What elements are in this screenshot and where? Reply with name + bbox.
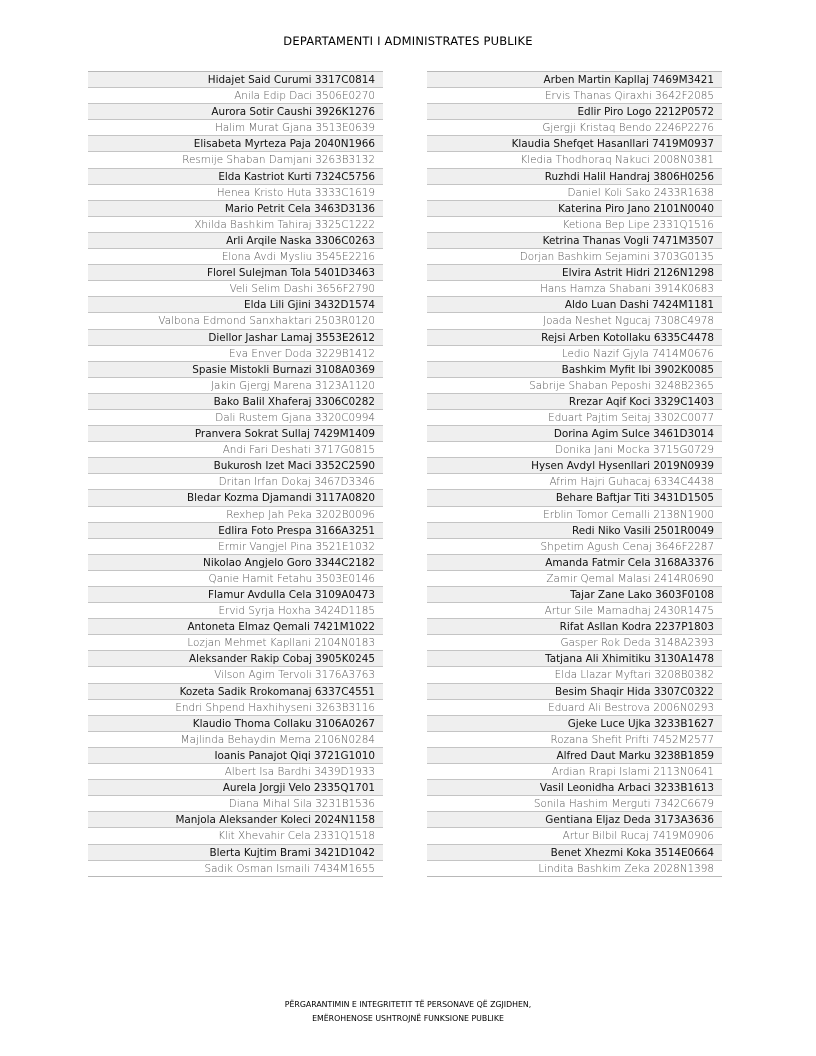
list-item: Ervid Syrja Hoxha 3424D1185 xyxy=(88,603,383,619)
list-item: Rifat Asllan Kodra 2237P1803 xyxy=(427,619,722,635)
list-item: Manjola Aleksander Koleci 2024N1158 xyxy=(88,812,383,828)
list-item: Nikolao Angjelo Goro 3344C2182 xyxy=(88,555,383,571)
footer-line-1: PËRGARANTIMIN E INTEGRITETIT TË PERSONAVE QË ZGJIDHEN, xyxy=(284,1000,532,1009)
list-item: Andi Fari Deshati 3717G0815 xyxy=(88,442,383,458)
list-item: Henea Kristo Huta 3333C1619 xyxy=(88,185,383,201)
list-item: Spasie Mistokli Burnazi 3108A0369 xyxy=(88,362,383,378)
list-item: Ledio Nazif Gjyla 7414M0676 xyxy=(427,346,722,362)
list-item: Edlira Foto Prespa 3166A3251 xyxy=(88,523,383,539)
list-item: Mario Petrit Cela 3463D3136 xyxy=(88,201,383,217)
list-item: Bledar Kozma Djamandi 3117A0820 xyxy=(88,490,383,506)
list-item: Redi Niko Vasili 2501R0049 xyxy=(427,523,722,539)
list-item: Shpetim Agush Cenaj 3646F2287 xyxy=(427,539,722,555)
list-item: Sonila Hashim Merguti 7342C6679 xyxy=(427,796,722,812)
list-item: Blerta Kujtim Brami 3421D1042 xyxy=(88,845,383,861)
list-item: Rrezar Aqif Koci 3329C1403 xyxy=(427,394,722,410)
list-item: Antoneta Elmaz Qemali 7421M1022 xyxy=(88,619,383,635)
list-item: Diana Mihal Sila 3231B1536 xyxy=(88,796,383,812)
list-item: Rexhep Jah Peka 3202B0096 xyxy=(88,507,383,523)
list-item: Gjergji Kristaq Bendo 2246P2276 xyxy=(427,120,722,136)
list-item: Elda Lili Gjini 3432D1574 xyxy=(88,297,383,313)
list-item: Hysen Avdyl Hysenllari 2019N0939 xyxy=(427,458,722,474)
list-item: Hans Hamza Shabani 3914K0683 xyxy=(427,281,722,297)
list-item: Elvira Astrit Hidri 2126N1298 xyxy=(427,265,722,281)
list-item: Dorjan Bashkim Sejamini 3703G0135 xyxy=(427,249,722,265)
list-item: Anila Edip Daci 3506E0270 xyxy=(88,88,383,104)
list-item: Eduart Pajtim Seitaj 3302C0077 xyxy=(427,410,722,426)
list-item: Lozjan Mehmet Kapllani 2104N0183 xyxy=(88,635,383,651)
list-item: Ardian Rrapi Islami 2113N0641 xyxy=(427,764,722,780)
list-item: Pranvera Sokrat Sullaj 7429M1409 xyxy=(88,426,383,442)
list-item: Qanie Hamit Fetahu 3503E0146 xyxy=(88,571,383,587)
list-item: Amanda Fatmir Cela 3168A3376 xyxy=(427,555,722,571)
list-item: Elisabeta Myrteza Paja 2040N1966 xyxy=(88,136,383,152)
list-item: Sadik Osman Ismaili 7434M1655 xyxy=(88,861,383,877)
list-item: Artur Sile Mamadhaj 2430R1475 xyxy=(427,603,722,619)
left-column-list xyxy=(88,71,383,877)
list-item: Vasil Leonidha Arbaci 3233B1613 xyxy=(427,780,722,796)
list-item: Ioanis Panajot Qiqi 3721G1010 xyxy=(88,748,383,764)
list-item: Diellor Jashar Lamaj 3553E2612 xyxy=(88,330,383,346)
list-item: Ketrina Thanas Vogli 7471M3507 xyxy=(427,233,722,249)
list-item: Edlir Piro Logo 2212P0572 xyxy=(427,104,722,120)
list-item: Xhilda Bashkim Tahiraj 3325C1222 xyxy=(88,217,383,233)
right-column-list xyxy=(427,71,722,877)
list-item: Afrim Hajri Guhacaj 6334C4438 xyxy=(427,474,722,490)
list-item: Aurela Jorgji Velo 2335Q1701 xyxy=(88,780,383,796)
list-item: Hidajet Said Curumi 3317C0814 xyxy=(88,72,383,88)
list-item: Elda Kastriot Kurti 7324C5756 xyxy=(88,169,383,185)
list-item: Halim Murat Gjana 3513E0639 xyxy=(88,120,383,136)
list-item: Besim Shaqir Hida 3307C0322 xyxy=(427,684,722,700)
list-item: Zamir Qemal Malasi 2414R0690 xyxy=(427,571,722,587)
list-item: Klaudio Thoma Collaku 3106A0267 xyxy=(88,716,383,732)
list-item: Valbona Edmond Sanxhaktari 2503R0120 xyxy=(88,313,383,329)
page-title: DEPARTAMENTI I ADMINISTRATES PUBLIKE xyxy=(283,34,533,48)
list-item: Rejsi Arben Kotollaku 6335C4478 xyxy=(427,330,722,346)
list-item: Elona Avdi Mysliu 3545E2216 xyxy=(88,249,383,265)
list-item: Dorina Agim Sulce 3461D3014 xyxy=(427,426,722,442)
list-item: Donika Jani Mocka 3715G0729 xyxy=(427,442,722,458)
footer-line-2: EMËROHENOSE USHTROJNË FUNKSIONE PUBLIKE xyxy=(312,1014,504,1023)
list-item: Tajar Zane Lako 3603F0108 xyxy=(427,587,722,603)
list-item: Bashkim Myfit Ibi 3902K0085 xyxy=(427,362,722,378)
list-item: Erblin Tomor Cemalli 2138N1900 xyxy=(427,507,722,523)
list-item: Florel Sulejman Tola 5401D3463 xyxy=(88,265,383,281)
list-item: Klaudia Shefqet Hasanllari 7419M0937 xyxy=(427,136,722,152)
list-item: Gjeke Luce Ujka 3233B1627 xyxy=(427,716,722,732)
list-item: Ketiona Bep Lipe 2331Q1516 xyxy=(427,217,722,233)
list-item: Katerina Piro Jano 2101N0040 xyxy=(427,201,722,217)
list-item: Kozeta Sadik Rrokomanaj 6337C4551 xyxy=(88,684,383,700)
list-item: Behare Baftjar Titi 3431D1505 xyxy=(427,490,722,506)
list-item: Sabrije Shaban Peposhi 3248B2365 xyxy=(427,378,722,394)
list-item: Eva Enver Doda 3229B1412 xyxy=(88,346,383,362)
list-item: Tatjana Ali Xhimitiku 3130A1478 xyxy=(427,651,722,667)
list-item: Klit Xhevahir Cela 2331Q1518 xyxy=(88,828,383,844)
list-item: Arli Arqile Naska 3306C0263 xyxy=(88,233,383,249)
list-item: Eduard Ali Bestrova 2006N0293 xyxy=(427,700,722,716)
list-item: Bukurosh Izet Maci 3352C2590 xyxy=(88,458,383,474)
list-item: Lindita Bashkim Zeka 2028N1398 xyxy=(427,861,722,877)
list-item: Joada Neshet Ngucaj 7308C4978 xyxy=(427,313,722,329)
list-item: Rozana Shefit Prifti 7452M2577 xyxy=(427,732,722,748)
list-item: Alfred Daut Marku 3238B1859 xyxy=(427,748,722,764)
list-item: Bako Balil Xhaferaj 3306C0282 xyxy=(88,394,383,410)
list-item: Benet Xhezmi Koka 3514E0664 xyxy=(427,845,722,861)
list-item: Aurora Sotir Caushi 3926K1276 xyxy=(88,104,383,120)
list-item: Ervis Thanas Qiraxhi 3642F2085 xyxy=(427,88,722,104)
footer xyxy=(0,998,816,1026)
list-item: Ermir Vangjel Pina 3521E1032 xyxy=(88,539,383,555)
list-item: Kledia Thodhoraq Nakuci 2008N0381 xyxy=(427,152,722,168)
list-item: Albert Isa Bardhi 3439D1933 xyxy=(88,764,383,780)
list-item: Elda Llazar Myftari 3208B0382 xyxy=(427,667,722,683)
list-item: Vilson Agim Tervoli 3176A3763 xyxy=(88,667,383,683)
list-item: Ruzhdi Halil Handraj 3806H0256 xyxy=(427,169,722,185)
list-item: Aldo Luan Dashi 7424M1181 xyxy=(427,297,722,313)
list-item: Dali Rustem Gjana 3320C0994 xyxy=(88,410,383,426)
list-item: Gasper Rok Deda 3148A2393 xyxy=(427,635,722,651)
list-item: Aleksander Rakip Cobaj 3905K0245 xyxy=(88,651,383,667)
list-item: Resmije Shaban Damjani 3263B3132 xyxy=(88,152,383,168)
list-item: Jakin Gjergj Marena 3123A1120 xyxy=(88,378,383,394)
list-item: Dritan Irfan Dokaj 3467D3346 xyxy=(88,474,383,490)
list-item: Artur Bilbil Rucaj 7419M0906 xyxy=(427,828,722,844)
list-item: Gentiana Eljaz Deda 3173A3636 xyxy=(427,812,722,828)
list-item: Endri Shpend Haxhihyseni 3263B3116 xyxy=(88,700,383,716)
list-item: Flamur Avdulla Cela 3109A0473 xyxy=(88,587,383,603)
list-item: Arben Martin Kapllaj 7469M3421 xyxy=(427,72,722,88)
list-item: Veli Selim Dashi 3656F2790 xyxy=(88,281,383,297)
list-item: Daniel Koli Sako 2433R1638 xyxy=(427,185,722,201)
list-item: Majlinda Behaydin Mema 2106N0284 xyxy=(88,732,383,748)
